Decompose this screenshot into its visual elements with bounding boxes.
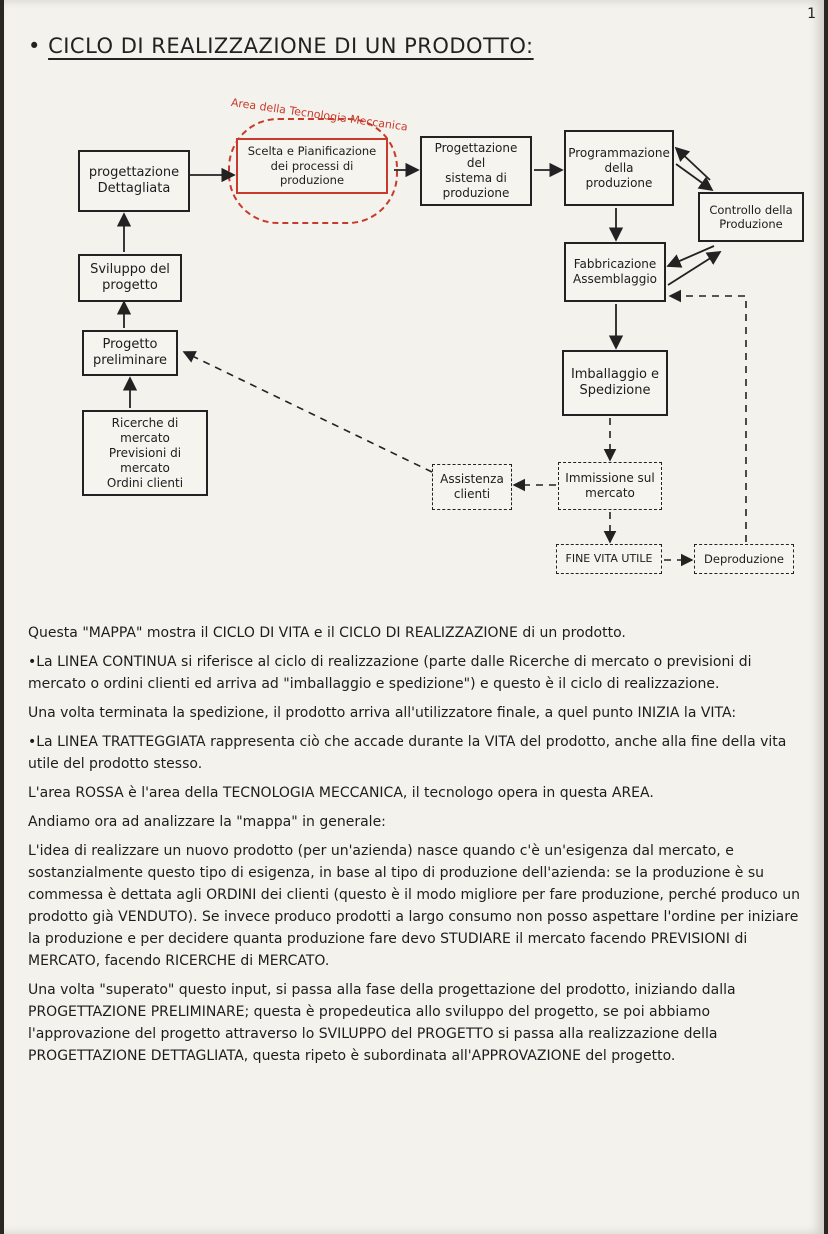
paragraph: L'idea di realizzare un nuovo prodotto (per un'azienda) nasce quando c'è un'esigenza dal mercato, e sostanzialmente questo tipo di esigenza, in base al tipo di produzione dell'azienda: se la produzione è su commessa è dettata agli ORDINI dei clienti (questo è il modo migliore per fare produzione, perché produco un prodotto già VENDUTO). Se invece produco prodotti a largo consumo non posso aspettare l'ordine per iniziare la produzione e per decidere quanta produzione fare devo STUDIARE il mercato facendo PREVISIONI di MERCATO, facendo RICERCHE di MERCATO. [28, 843, 801, 969]
box-sviluppo-progetto: Sviluppo del progetto [78, 254, 182, 302]
box-fine-vita-utile: FINE VITA UTILE [556, 544, 662, 574]
box-progettazione-sistema: Progettazione del sistema di produzione [420, 136, 532, 206]
paragraph: L'area ROSSA è l'area della TECNOLOGIA MECCANICA, il tecnologo opera in questa AREA. [28, 785, 654, 801]
paragraph: Una volta "superato" questo input, si passa alla fase della progettazione del prodotto, iniziando dalla PROGETTAZIONE PRELIMINARE; questa è propedeutica allo sviluppo del progetto, se poi abbiamo l'approvazione del progetto attraverso lo SVILUPPO del PROGETTO si passa alla realizzazione della PROGETTAZIONE DETTAGLIATA, questa ripeto è subordinata all'APPROVAZIONE del progetto. [28, 982, 736, 1064]
paragraph: Una volta terminata la spedizione, il prodotto arriva all'utilizzatore finale, a quel punto INIZIA la VITA: [28, 705, 737, 721]
arrow-deproduzione-fabbricazione [670, 296, 746, 542]
title-bullet: • [28, 34, 41, 58]
box-scelta-pianificazione: Scelta e Pianificazione dei processi di produzione [236, 138, 388, 194]
page-number: 1 [807, 6, 816, 22]
notebook-page [4, 0, 824, 1234]
notes-body [28, 622, 810, 1074]
box-progettazione-dettagliata: progettazione Dettagliata [78, 150, 190, 212]
arrow-assistenza-preliminare [184, 352, 432, 472]
box-ricerche-mercato: Ricerche di mercato Previsioni di mercato Ordini clienti [82, 410, 208, 496]
box-immissione-mercato: Immissione sul mercato [558, 462, 662, 510]
box-assistenza-clienti: Assistenza clienti [432, 464, 512, 510]
paragraph: Andiamo ora ad analizzare la "mappa" in generale: [28, 814, 386, 830]
box-programmazione-produzione: Programmazione della produzione [564, 130, 674, 206]
box-fabbricazione-assemblaggio: Fabbricazione Assemblaggio [564, 242, 666, 302]
area-label: Area della Tecnologia Meccanica [230, 96, 409, 134]
paragraph: •La LINEA CONTINUA si riferisce al ciclo di realizzazione (parte dalle Ricerche di mercato o previsioni di mercato o ordini clienti ed arriva ad "imballaggio e spedizione") e questo è il ciclo di realizzazione. [28, 654, 752, 692]
arrow-fabbricazione-controllo [668, 252, 720, 285]
paragraph: •La LINEA TRATTEGGIATA rappresenta ciò che accade durante la VITA del prodotto, anche alla fine della vita utile del prodotto stesso. [28, 734, 787, 772]
arrow-controllo-fabbricazione [668, 246, 714, 266]
title-text: CICLO DI REALIZZAZIONE DI UN PRODOTTO: [48, 34, 534, 58]
box-imballaggio-spedizione: Imballaggio e Spedizione [562, 350, 668, 416]
box-deproduzione: Deproduzione [694, 544, 794, 574]
paragraph: Questa "MAPPA" mostra il CICLO DI VITA e il CICLO DI REALIZZAZIONE di un prodotto. [28, 625, 626, 641]
box-controllo-produzione: Controllo della Produzione [698, 192, 804, 242]
box-progetto-preliminare: Progetto preliminare [82, 330, 178, 376]
